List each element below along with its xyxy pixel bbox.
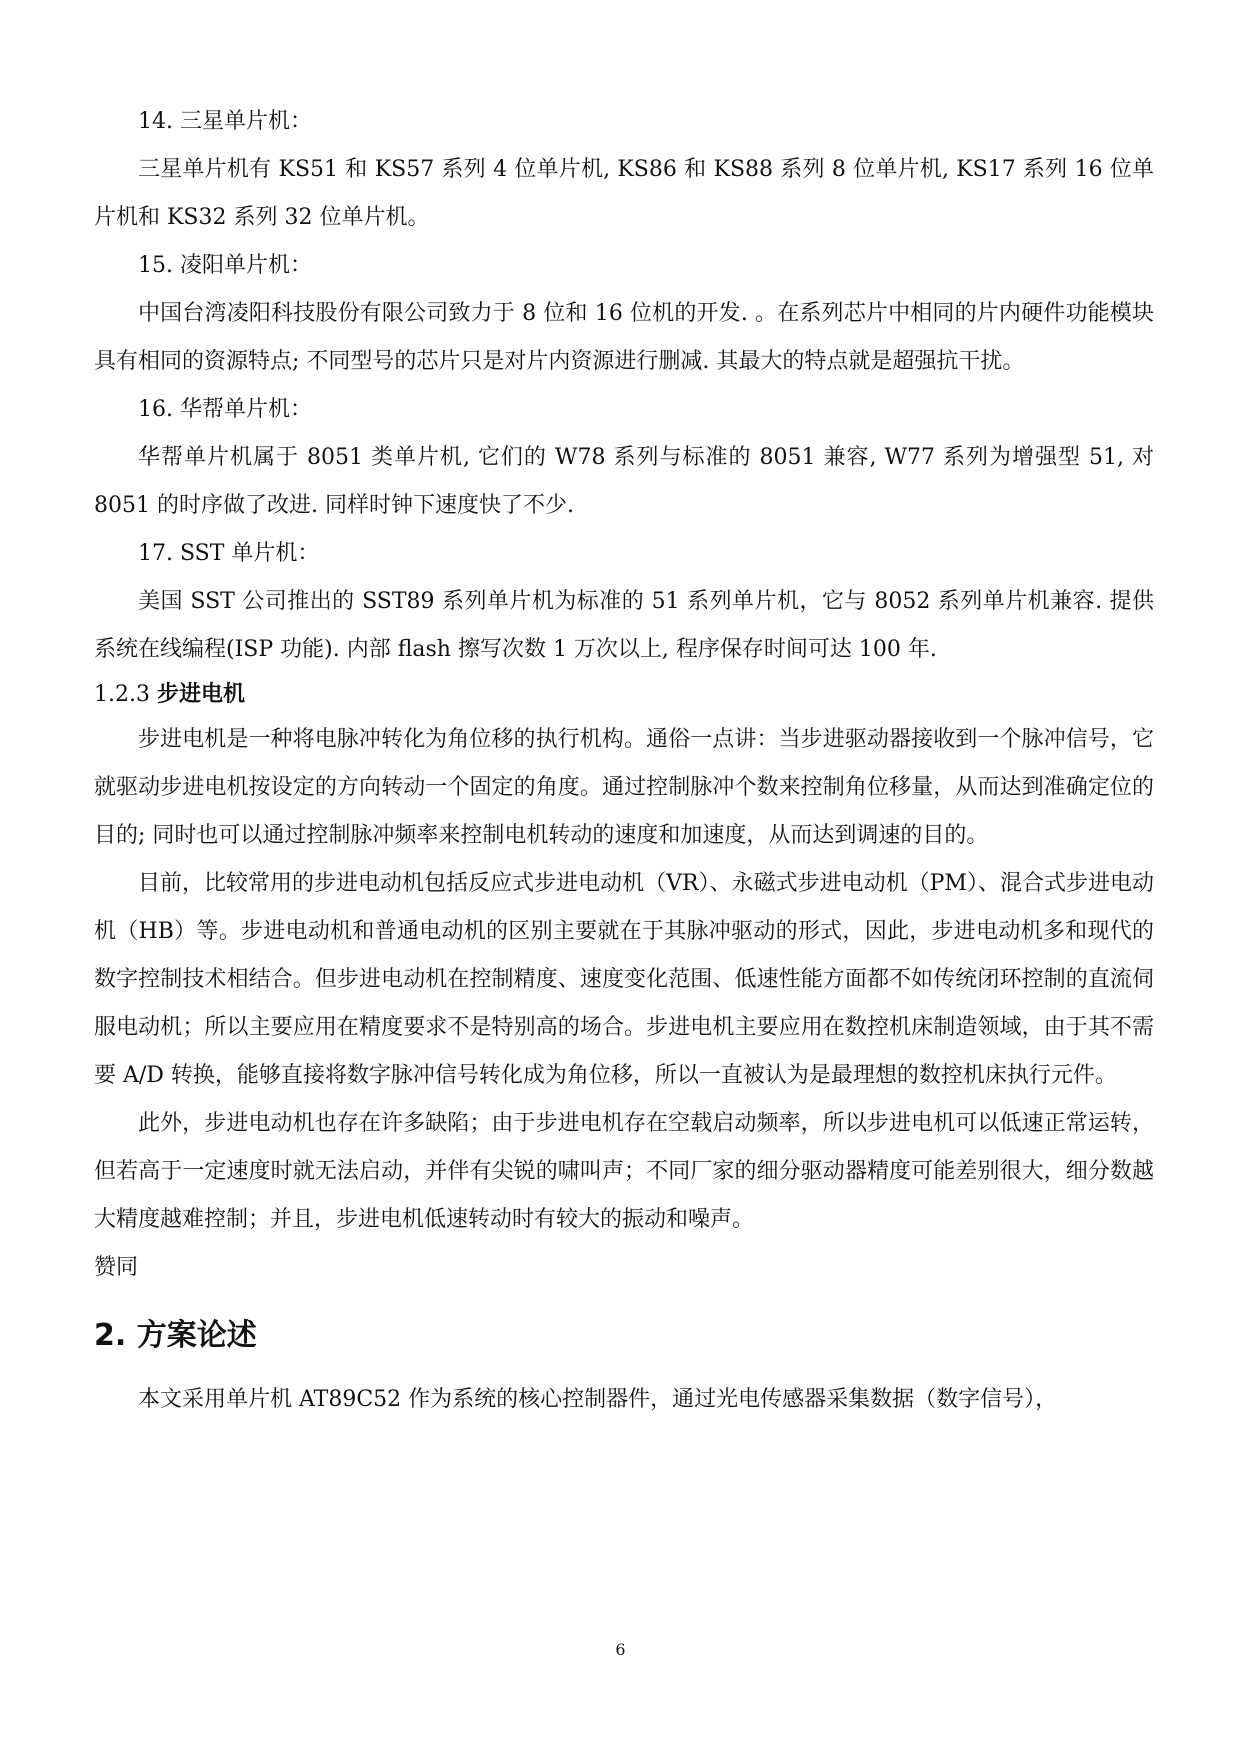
subheading: [94, 674, 1154, 716]
paragraph-stepper-p1: 步进电机是一种将电脉冲转化为角位移的执行机构。通俗一点讲：当步进驱动器接收到一个脉冲信号，它就驱动步进电机按设定的方向转动一个固定的角度。通过控制脉冲个数来控制角位移量，从而达到准确定位的目的; 同时也可以通过控制脉冲频率来控制电机转动的速度和加速度，从而达到调速的目的。: [94, 727, 1154, 848]
paragraph-p17-title: 17. SST 单片机：: [138, 541, 320, 566]
paragraphs-scheme: [94, 1376, 1154, 1424]
paragraph-p16-body: 华帮单片机属于 8051 类单片机, 它们的 W78 系列与标准的 8051 兼容, W77 系列为增强型 51, 对 8051 的时序做了改进. 同样时钟下速度快了不少.: [94, 445, 1154, 518]
paragraphs-top: [94, 98, 1154, 674]
paragraph-p15-title: 15. 凌阳单片机：: [138, 253, 312, 278]
subheading-number: 1.2.3: [94, 682, 150, 707]
paragraphs-stepper: [94, 716, 1154, 1292]
body-text: [94, 98, 1154, 1424]
paragraph-p16-title: 16. 华帮单片机：: [138, 397, 312, 422]
paragraph-p17-body: 美国 SST 公司推出的 SST89 系列单片机为标准的 51 系列单片机，它与 8052 系列单片机兼容. 提供系统在线编程(ISP 功能). 内部 flash 擦写次数 1 万次以上, 程序保存时间可达 100 年.: [94, 589, 1154, 662]
subheading-title: 步进电机: [156, 682, 245, 707]
paragraph-p15-body: 中国台湾凌阳科技股份有限公司致力于 8 位和 16 位机的开发. 。在系列芯片中相同的片内硬件功能模块具有相同的资源特点; 不同型号的芯片只是对片内资源进行删减. 其最大的特点就是超强抗干扰。: [94, 301, 1154, 374]
page-number: 6: [615, 1640, 626, 1659]
paragraph-p14-body: 三星单片机有 KS51 和 KS57 系列 4 位单片机, KS86 和 KS88 系列 8 位单片机, KS17 系列 16 位单片机和 KS32 系列 32 位单片机。: [94, 157, 1154, 230]
section-heading: 2. 方案论述: [94, 1318, 257, 1353]
paragraph-stepper-p3: 此外，步进电动机也存在许多缺陷；由于步进电机存在空载启动频率，所以步进电机可以低速正常运转，但若高于一定速度时就无法启动，并伴有尖锐的啸叫声；不同厂家的细分驱动器精度可能差别很大，细分数越大精度越难控制；并且，步进电机低速转动时有较大的振动和噪声。: [94, 1111, 1154, 1232]
paragraph-stepper-p4: 赞同: [94, 1255, 139, 1280]
paragraph-p14-title: 14. 三星单片机：: [138, 109, 312, 134]
paragraph-stepper-p2: 目前，比较常用的步进电动机包括反应式步进电动机（VR）、永磁式步进电动机（PM）、混合式步进电动机（HB）等。步进电动机和普通电动机的区别主要就在于其脉冲驱动的形式，因此，步进电动机多和现代的数字控制技术相结合。但步进电动机在控制精度、速度变化范围、低速性能方面都不如传统闭环控制的直流伺服电动机；所以主要应用在精度要求不是特别高的场合。步进电机主要应用在数控机床制造领域，由于其不需要 A/D 转换，能够直接将数字脉冲信号转化成为角位移，所以一直被认为是最理想的数控机床执行元件。: [94, 871, 1154, 1088]
paragraph-scheme-p1: 本文采用单片机 AT89C52 作为系统的核心控制器件，通过光电传感器采集数据（数字信号），: [138, 1387, 1058, 1412]
